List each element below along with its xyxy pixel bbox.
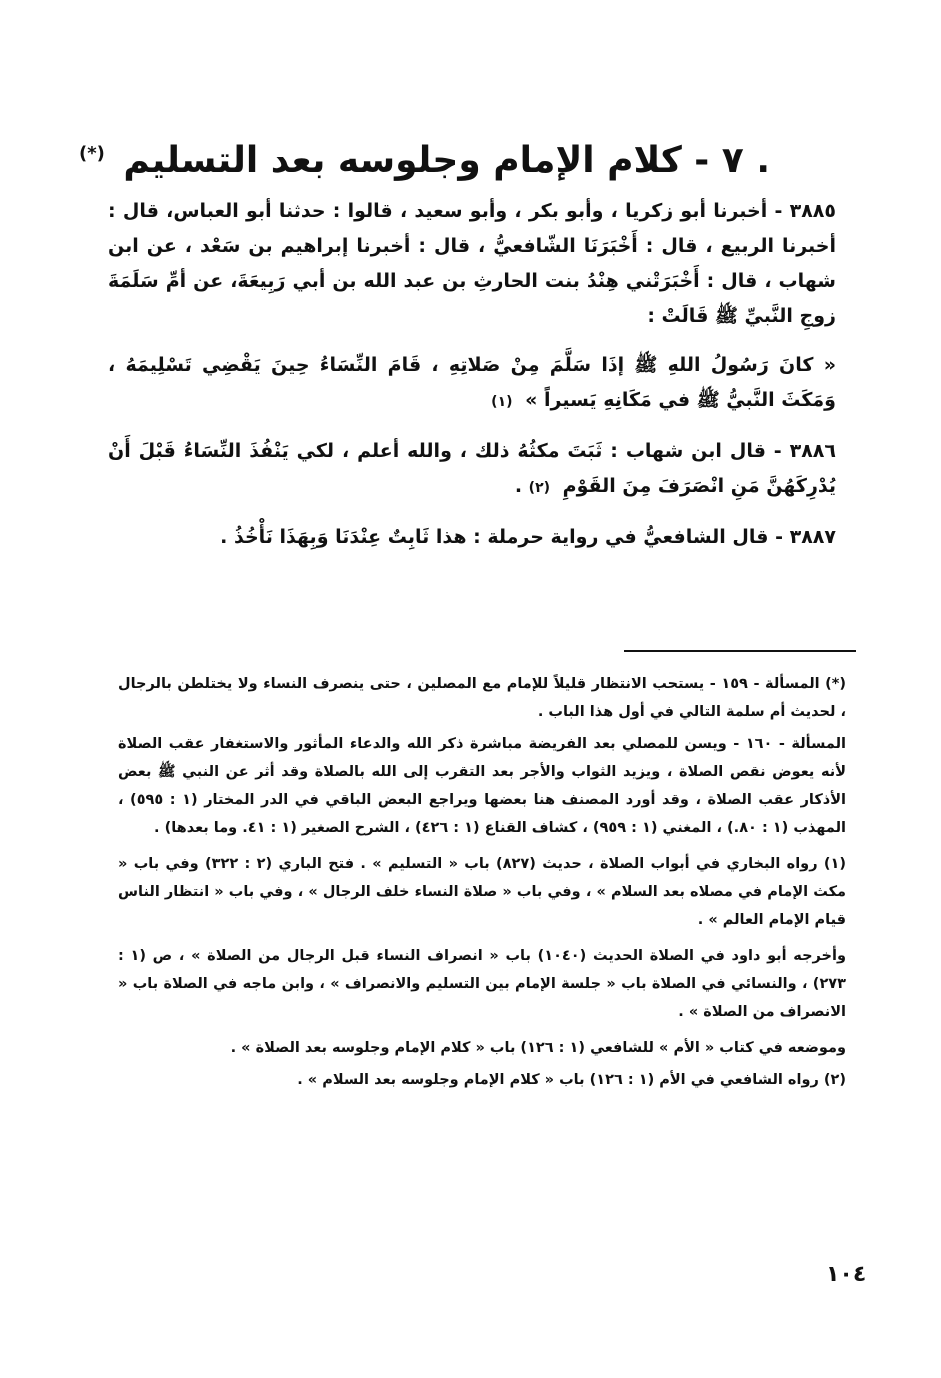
paragraph-3886-end: . <box>514 475 523 497</box>
title-footnote-marker: (*) <box>78 143 105 164</box>
paragraph-3886-text: ٣٨٨٦ - قال ابن شهاب : ثَبَتَ مكثُهُ ذلك ، والله أعلم ، لكي يَنْفُذَ النِّسَاءُ قَبْلَ أَنْ يُدْرِكَهُنَّ مَنِ انْصَرَفَ مِنَ القَوْمِ <box>108 440 836 497</box>
footnote-1-al-umm: وموضعه في كتاب « الأم » للشافعي (١ : ١٢٦) باب « كلام الإمام وجلوسه بعد الصلاة » . <box>230 1040 846 1056</box>
paragraph-gap <box>108 420 836 434</box>
hadith-quote-text: « كانَ رَسُولُ اللهِ ﷺ إذَا سَلَّمَ مِنْ صَلاتِهِ ، قَامَ النِّسَاءُ حِينَ يَقْضِي تَسْلِيمَهُ ، وَمَكَثَ النَّبيُّ ﷺ في مَكَانِهِ يَسيراً » <box>108 354 836 411</box>
paragraph-gap <box>108 334 836 348</box>
footnote-ref-2[interactable]: (٢) <box>528 480 551 496</box>
footnote-ref-1[interactable]: (١) <box>491 394 513 410</box>
paragraph-3887: ٣٨٨٧ - قال الشافعيُّ في رواية حرملة : هذا ثَابِتٌ عِنْدَنَا وَبِهَذَا نَأْخُذُ . <box>220 526 836 548</box>
paragraph-3886 <box>108 434 836 506</box>
footnote-1-abu-dawud: وأخرجه أبو داود في الصلاة الحديث (١٠٤٠) باب « انصراف النساء قبل الرجال من الصلاة » ، ص (١ : ٢٧٣) ، والنسائي في الصلاة باب « جلسة الإمام بين التسليم والانصراف » ، وابن ماجه في الصلاة باب « الانصراف من الصلاة » . <box>118 948 846 1020</box>
page-number: ١٠٤ <box>826 1262 867 1287</box>
footnote-issue-160: المسألة - ١٦٠ - ويسن للمصلي بعد الفريضة مباشرة ذكر الله والدعاء المأثور والاستغفار عقب الصلاة لأنه يعوض نقص الصلاة ، ويزيد الثواب والأجر بعد التقرب إلى الله بالصلاة وقد أثر عن النبي ﷺ بعض الأذكار عقب الصلاة ، وقد أورد المصنف هنا بعضها ويراجع البعض الباقي في الدر المختار (١ : ٥٩٥) ، المهذب (١ : ٨٠.) ، المغني (١ : ٩٥٩) ، كشاف القناع (١ : ٤٢٦) ، الشرح الصغير (١ : ٤١. وما بعدها) . <box>118 736 847 836</box>
hadith-quote <box>108 348 836 420</box>
footnotes <box>118 670 846 1098</box>
footnote-issue-159: (*) المسألة - ١٥٩ - يستحب الانتظار قليلاً للإمام مع المصلين ، حتى ينصرف النساء ولا يختلطن بالرجال ، لحديث أم سلمة التالي في أول هذا الباب . <box>118 676 846 720</box>
footnote-2: (٢) رواه الشافعي في الأم (١ : ١٢٦) باب « كلام الإمام وجلوسه بعد السلام » . <box>297 1072 846 1088</box>
paragraph-gap <box>108 506 836 520</box>
paragraph-3885: ٣٨٨٥ - أخبرنا أبو زكريا ، وأبو بكر ، وأبو سعيد ، قالوا : حدثنا أبو العباس، قال : أخبرنا الربيع ، قال : أَخْبَرَنَا الشّافعيُّ ، قال : أخبرنا إبراهيم بن سَعْد ، عن ابن شهاب ، قال : أَخْبَرَتْني هِنْدُ بنت الحارثِ بن عبد الله بن أبي رَبِيعَةَ، عن أمِّ سَلَمَةَ زوجِ النَّبيِّ ﷺ قَالَتْ : <box>108 200 836 327</box>
footnote-1: (١) رواه البخاري في أبواب الصلاة ، حديث (٨٢٧) باب « التسليم » . فتح الباري (٢ : ٣٢٢) وفي باب « مكث الإمام في مصلاه بعد السلام » ، وفي باب « صلاة النساء خلف الرجال » ، وفي باب « انتظار الناس قيام الإمام العالم » . <box>118 856 846 928</box>
chapter-title-text: . ٧ - كلام الإمام وجلوسه بعد التسليم <box>123 140 770 181</box>
footnote-divider <box>624 650 856 652</box>
main-text <box>108 194 836 555</box>
chapter-title <box>78 128 770 187</box>
